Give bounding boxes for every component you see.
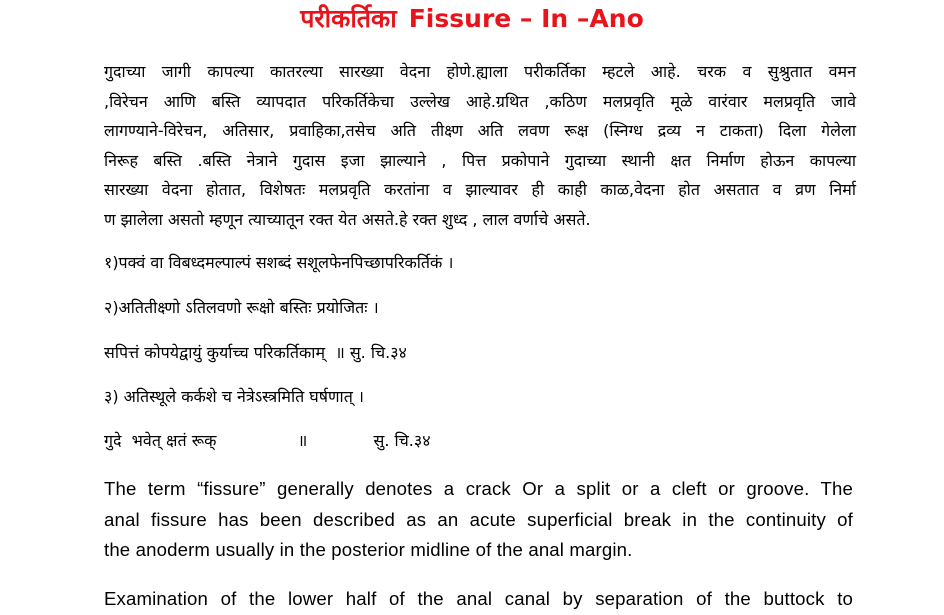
verse-line: २)अतितीक्ष्णो ऽतिलवणो रूक्षो बस्तिः प्रयोजितः । <box>104 298 379 317</box>
intro-line: निरूह बस्ति .बस्ति नेत्राने गुदास इजा झाल्याने , पित्त प्रकोपाने गुदाच्या स्थानी क्षत निर्माण होऊन कापल्या <box>104 150 856 170</box>
intro-paragraph <box>104 57 856 235</box>
intro-line: सारख्या वेदना होतात, विशेषतः मलप्रवृति करतांना व झाल्यावर ही काही काळ,वेदना होत असतात व व्रण निर्मा <box>104 180 856 200</box>
english-line: the anoderm usually in the posterior midline of the anal margin. <box>104 539 633 560</box>
english-line: The term “fissure” generally denotes a crack Or a split or a cleft or groove. The <box>104 478 853 499</box>
verse-line: गुदे भवेत् क्षतं रूक् ॥ सु. चि.३४ <box>104 431 431 450</box>
intro-line: गुदाच्या जागी कापल्या कातरल्या सारख्या वेदना होणे.ह्याला परीकर्तिका म्हटले आहे. चरक व सुश्रुतात वमन <box>104 62 856 81</box>
english-line: anal fissure has been described as an acute superficial break in the continuity of <box>104 508 853 530</box>
intro-line: ,विरेचन आणि बस्ति व्यापदात परिकर्तिकेचा उल्लेख आहे.ग्रथित ,कठिण मलप्रवृति मूळे वारंवार मलप्रवृति जावे <box>104 91 856 111</box>
english-line: Examination of the lower half of the anal canal by separation of the buttock to <box>104 588 853 609</box>
verse-line: सपित्तं कोपयेद्वायुं कुर्याच्च परिकर्तिकाम् ॥ सु. चि.३४ <box>104 343 407 362</box>
title-marathi: परीकर्तिका <box>300 4 397 33</box>
title-english: Fissure – In –Ano <box>408 4 644 33</box>
verse-line: ३) अतिस्थूले कर्कशे च नेत्रेऽस्त्रमिति घर्षणात् । <box>104 387 364 406</box>
english-paragraph <box>104 474 853 566</box>
intro-line: लागण्याने-विरेचन, अतिसार, प्रवाहिका,तसेच अति तीक्ष्ण अति लवण रूक्ष (स्निग्ध द्रव्य न टाकता) दिला गेलेला <box>104 121 856 141</box>
english-paragraph-2 <box>104 584 853 615</box>
verse-line: १)पक्वं वा विबध्दमल्पाल्पं सशब्दं सशूलफेनपिच्छापरिकर्तिकं । <box>104 253 454 272</box>
page-title <box>0 4 944 34</box>
intro-line: ण झालेला असतो म्हणून त्याच्यातून रक्त येत असते.हे रक्त शुध्द , लाल वर्णाचे असते. <box>104 209 591 229</box>
